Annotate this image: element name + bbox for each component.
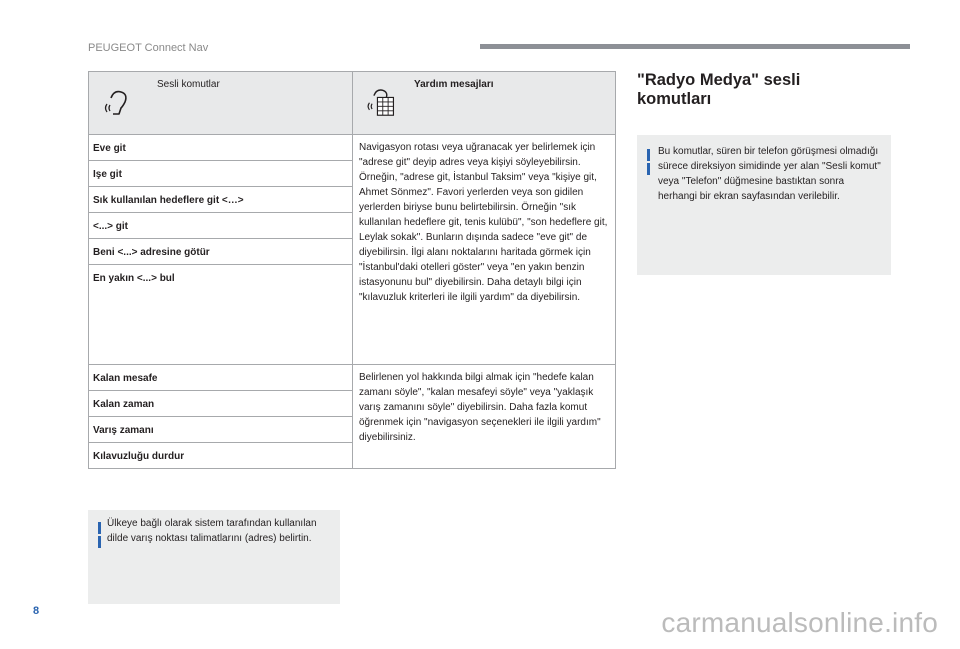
note-text: Bu komutlar, süren bir telefon görüşmesi olmadığı sürece direksiyon simidinde yer alan "Sesli komut" veya "Telefon" düğmesine bastıktan sonra herhangi bir ekran sayfasından verilebilir. bbox=[658, 146, 881, 202]
voice-command-icon bbox=[101, 84, 133, 118]
header-title: PEUGEOT Connect Nav bbox=[88, 42, 209, 54]
radio-media-note bbox=[637, 135, 891, 275]
info-icon bbox=[98, 522, 101, 534]
command-cell: En yakın <...> bul bbox=[89, 265, 353, 365]
note-text: Ülkeye bağlı olarak sistem tarafından kullanılan dilde varış noktası talimatlarını (adres) belirtin. bbox=[107, 518, 317, 544]
section-title bbox=[637, 71, 800, 109]
command-cell: Varış zamanı bbox=[89, 417, 353, 443]
command-cell: Kalan zaman bbox=[89, 391, 353, 417]
table-row bbox=[89, 365, 616, 391]
info-icon-bar bbox=[98, 536, 101, 548]
section-title-line2: komutları bbox=[637, 90, 712, 108]
command-cell: Sık kullanılan hedeflere git <…> bbox=[89, 187, 353, 213]
commands-column-label: Sesli komutlar bbox=[157, 79, 220, 90]
info-icon bbox=[647, 149, 650, 161]
section-title-line1: "Radyo Medya" sesli bbox=[637, 71, 801, 89]
watermark: carmanualsonline.info bbox=[661, 607, 938, 638]
table-header-row bbox=[89, 72, 616, 135]
help-text-cell: Navigasyon rotası veya uğranacak yer belirlemek için "adrese git" deyip adres veya kişiyi söyleyebilirsin. Örneğin, "adrese git, İstanbul Taksim" veya "kişiye git, Ahmet Sönmez". Favori yerlerden veya son gidilen yerlerden biriyse bunu belirtebilirsin. Örneğin "sık kullanılan hedeflere git, tenis kulübü", "son hedeflere git, Leylak sokak". Bunların dışında sadece "eve git" de diyebilirsin. İlgi alanı noktalarını haritada görmek için "İstanbul'daki otelleri göster" veya "en yakın benzin istasyonunu bul" diyebilirsin. Daha detaylı bilgi için "kılavuzluk kriterleri ile ilgili yardım" da diyebilirsin. bbox=[353, 135, 616, 365]
table-row bbox=[89, 135, 616, 161]
command-cell: Beni <...> adresine götür bbox=[89, 239, 353, 265]
table-header-help bbox=[353, 72, 616, 135]
page-number: 8 bbox=[33, 605, 40, 617]
help-text-cell: Belirlenen yol hakkında bilgi almak için "hedefe kalan zamanı söyle", "kalan mesafeyi söyle" veya "yaklaşık varış zamanını söyle" diyebilirsin. Daha fazla komut öğrenmek için "navigasyon seçenekleri ile ilgili yardım" diyebilirsiniz. bbox=[353, 365, 616, 469]
command-cell: Kılavuzluğu durdur bbox=[89, 443, 353, 469]
command-cell: <...> git bbox=[89, 213, 353, 239]
table-header-commands bbox=[89, 72, 353, 135]
voice-commands-table bbox=[88, 71, 616, 469]
command-cell: Işe git bbox=[89, 161, 353, 187]
command-cell: Eve git bbox=[89, 135, 353, 161]
destination-language-note bbox=[88, 510, 340, 604]
header-bar bbox=[480, 44, 910, 49]
info-icon-bar bbox=[647, 163, 650, 175]
help-column-label: Yardım mesajları bbox=[414, 79, 494, 90]
command-cell: Kalan mesafe bbox=[89, 365, 353, 391]
voice-help-icon bbox=[365, 84, 397, 118]
